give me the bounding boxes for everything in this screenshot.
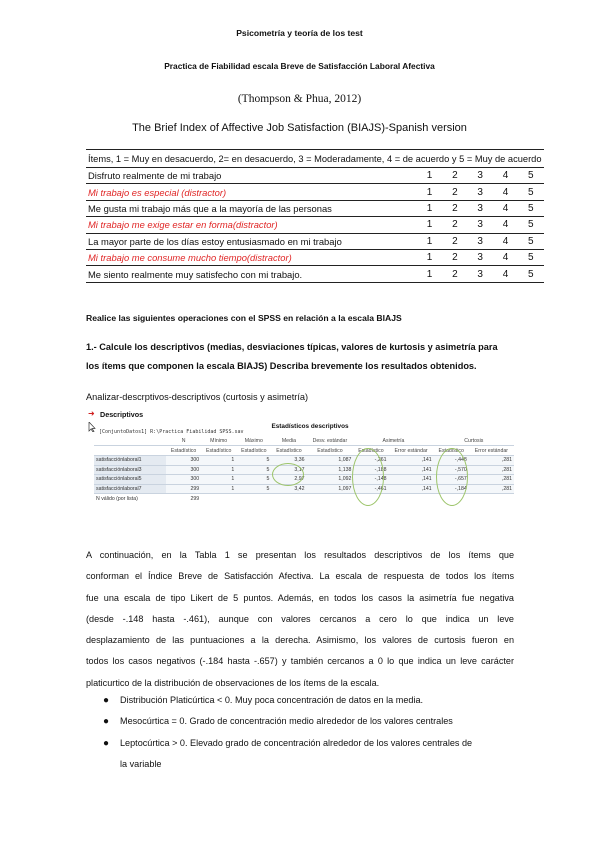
col-skewness: Asimetría [353,436,433,446]
likert-option: 1 [417,184,442,200]
kurtosis-bullet-list [86,690,526,775]
likert-option: 5 [518,184,543,200]
likert-option: 5 [518,217,543,233]
stats-cell: -,570 [434,465,469,475]
sub-header: Estadístico [271,446,306,456]
likert-option: 4 [493,217,518,233]
likert-option: 1 [417,266,442,282]
likert-item-text: Mi trabajo es especial (distractor) [86,184,417,200]
stats-cell: 1,138 [307,465,354,475]
stats-cell: 1 [201,475,236,485]
stats-cell: -,188 [353,465,388,475]
stats-cell: 1 [201,465,236,475]
likert-option: 3 [468,200,493,216]
bullet-dot-icon: ● [103,737,110,749]
bullet-dot-icon: ● [103,695,110,706]
stats-cell: ,141 [388,475,433,485]
likert-item-row [86,217,544,233]
likert-option: 4 [493,249,518,265]
stats-row-label: satisfacciónlaboral5 [94,475,166,485]
bullet-text-continuation: la variable [120,758,162,769]
stats-cell: ,281 [469,456,514,466]
likert-item-row [86,249,544,265]
likert-option: 1 [417,168,442,184]
likert-item-row [86,184,544,200]
likert-option: 3 [468,217,493,233]
likert-items-table [86,149,544,283]
stats-cell: 1,097 [307,484,354,494]
bullet-item [86,690,526,711]
stats-cell: 3,17 [271,465,306,475]
likert-option: 3 [468,184,493,200]
spss-output-heading: Descriptivos [100,410,144,419]
stats-cell: 5 [236,475,271,485]
stats-row-label: satisfacciónlaboral1 [94,456,166,466]
stats-cell: -,148 [353,475,388,485]
stats-cell: 300 [166,456,201,466]
stats-cell: 5 [236,484,271,494]
stats-cell: ,141 [388,456,433,466]
likert-option: 5 [518,168,543,184]
likert-option: 2 [442,184,467,200]
likert-option: 5 [518,233,543,249]
sub-header: Estadístico [307,446,354,456]
stats-cell: 3,42 [271,484,306,494]
sub-header: Error estándar [469,446,514,456]
likert-option: 2 [442,217,467,233]
stats-table-title: Estadísticos descriptivos [271,423,349,430]
stats-cell: 1,092 [307,475,354,485]
paragraph-line: platicurtico de la distribución de observaciones de los ítems de la escala. [86,677,380,688]
col-min: Mínimo [201,436,236,446]
likert-option: 4 [493,168,518,184]
col-max: Máximo [236,436,271,446]
stats-cell: ,141 [388,465,433,475]
question-1-line-1: 1.- Calcule los descriptivos (medias, desviaciones típicas, valores de kurtosis y asimetría para [86,342,498,352]
stats-cell: 1 [201,484,236,494]
likert-item-text: La mayor parte de los días estoy entusiasmado en mi trabajo [86,233,417,249]
kurtosis-highlight-circle [436,448,468,506]
likert-option: 3 [468,168,493,184]
course-title: Psicometría y teoría de los test [236,28,363,38]
likert-item-text: Me siento realmente muy satisfecho con mi trabajo. [86,266,417,282]
bullet-item [86,733,526,776]
col-kurtosis: Curtosis [434,436,514,446]
valid-n-label: N válido (por lista) [94,494,166,503]
likert-option: 3 [468,249,493,265]
results-paragraph [86,545,514,694]
stats-cell: 1,087 [307,456,354,466]
stats-cell: 2,97 [271,475,306,485]
dataset-path: [ConjuntoDatos1] R:\Practica Fiabilidad SPSS.sav [99,429,244,435]
paragraph-line: conforman el Índice Breve de Satisfacción Afectiva. La escala de respuesta de todos los ítems [86,571,514,582]
likert-item-row [86,168,544,184]
likert-option: 4 [493,184,518,200]
paragraph-line: todos los casos negativos (-.184 hasta -.657) y también cercanos a 0 lo que indica un leve carácter [86,656,514,667]
likert-option: 1 [417,217,442,233]
stats-cell: 5 [236,465,271,475]
likert-scale-text: Ítems, 1 = Muy en desacuerdo, 2= en desacuerdo, 3 = Moderadamente, 4 = de acuerdo y 5 = Muy de acuerdo [86,150,544,168]
likert-item-text: Mi trabajo me consume mucho tiempo(distractor) [86,249,417,265]
stats-cell: 5 [236,456,271,466]
likert-option: 4 [493,200,518,216]
likert-item-text: Disfruto realmente de mi trabajo [86,168,417,184]
stats-row-label: satisfacciónlaboral3 [94,465,166,475]
stats-cell: ,281 [469,475,514,485]
mouse-cursor-icon [88,422,96,432]
task-intro: Realice las siguientes operaciones con el SPSS en relación a la escala BIAJS [86,313,402,323]
likert-option: 2 [442,249,467,265]
likert-option: 2 [442,168,467,184]
likert-option: 2 [442,233,467,249]
sub-header: Estadístico [236,446,271,456]
col-n: N [166,436,201,446]
stats-cell: 1 [201,456,236,466]
stats-cell: -,184 [434,484,469,494]
stats-cell: -,261 [353,456,388,466]
paragraph-line: A continuación, en la Tabla 1 se presentan los resultados descriptivos de los ítems que [86,550,514,560]
stats-cell: 300 [166,465,201,475]
likert-option: 4 [493,266,518,282]
likert-option: 3 [468,233,493,249]
sub-header: Estadístico [166,446,201,456]
stats-cell: 300 [166,475,201,485]
likert-option: 3 [468,266,493,282]
likert-item-row [86,233,544,249]
paragraph-line: desplazamiento de las puntuaciones a la derecha. Asimismo, los valores de curtosis fueron en [86,635,514,646]
likert-item-text: Me gusta mi trabajo más que a la mayoría de las personas [86,200,417,216]
stats-cell: -,448 [434,456,469,466]
paragraph-line: (desde -.148 hasta -.461), aunque con valores cercanos a cero lo que indica un leve [86,613,514,624]
valid-n-value: 299 [166,494,201,503]
sub-header: Estadístico [434,446,469,456]
stats-cell: ,281 [469,465,514,475]
stats-corner-sub [94,446,166,456]
stats-cell: ,281 [469,484,514,494]
stats-group-header [94,436,514,446]
likert-option: 5 [518,200,543,216]
likert-option: 1 [417,249,442,265]
bullet-text: Leptocúrtica > 0. Elevado grado de concentración alrededor de los valores centrales de [120,737,473,748]
likert-option: 1 [417,200,442,216]
paragraph-line: fue una escala de tipo Likert de 5 puntos. Además, en todos los casos la asimetría fue negativa [86,592,514,603]
likert-option: 4 [493,233,518,249]
citation: (Thompson & Phua, 2012) [237,93,362,105]
stats-cell: -,461 [353,484,388,494]
analysis-path: Analizar-descrptivos-descriptivos (curtosis y asimetría) [86,392,309,402]
bullet-text: Mesocúrtica = 0. Grado de concentración medio alrededor de los valores centrales [120,716,453,727]
likert-option: 2 [442,200,467,216]
bullet-text: Distribución Platicúrtica < 0. Muy poca concentración de datos en la media. [120,695,424,705]
likert-item-row [86,200,544,216]
practice-title: Practica de Fiabilidad escala Breve de Satisfacción Laboral Afectiva [164,61,435,71]
mean-highlight-circle [272,463,304,486]
likert-item-row [86,266,544,282]
stats-cell: 3,36 [271,456,306,466]
likert-option: 5 [518,266,543,282]
sub-header: Estadístico [201,446,236,456]
col-sd: Desv. estándar [307,436,354,446]
scale-title: The Brief Index of Affective Job Satisfaction (BIAJS)-Spanish version [132,122,467,134]
likert-option: 2 [442,266,467,282]
stats-corner [94,436,166,446]
skewness-highlight-circle [352,448,384,506]
stats-cell: 299 [166,484,201,494]
stats-row-label: satisfacciónlaboral7 [94,484,166,494]
stats-cell: ,141 [388,484,433,494]
sub-header: Error estándar [388,446,433,456]
likert-option: 1 [417,233,442,249]
bullet-item [86,711,526,732]
output-arrow-icon: ➜ [88,409,95,418]
sub-header: Estadístico [353,446,388,456]
likert-scale-row [86,150,544,168]
likert-option: 5 [518,249,543,265]
col-mean: Media [271,436,306,446]
likert-item-text: Mi trabajo me exige estar en forma(distractor) [86,217,417,233]
question-1-line-2: los ítems que componen la escala BIAJS) Describa brevemente los resultados obtenidos. [86,361,477,371]
bullet-dot-icon: ● [103,716,110,728]
stats-cell: -,657 [434,475,469,485]
